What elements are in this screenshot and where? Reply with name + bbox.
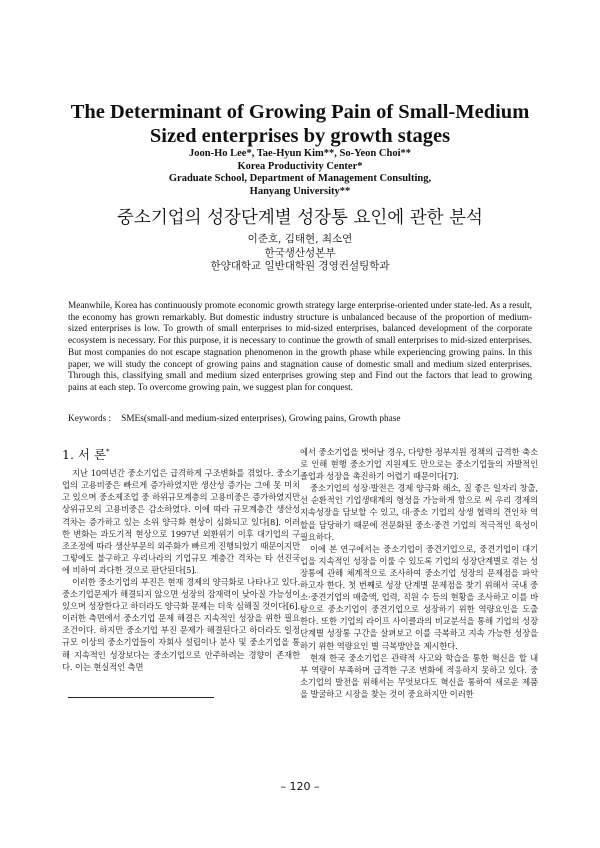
body-paragraph: 중소기업의 성장·발전은 경제 양극화 해소, 질 좋은 일자리 창출, 선 순환적인 기업생태계의 형성을 가능하게 함으로 써 우리 경제의 지속성장을 담보할 수 있고, 대·중소 기업의 상생 협력의 견인차 역할을 담당하기 때문에 전문화된 중소·중견 기업의 적극적인 육성이 필요하다. (300, 483, 538, 542)
keywords-text: SMEs(small-and medium-sized enterprises), Growing pains, Growth phase (121, 414, 401, 424)
left-column (62, 442, 300, 673)
body-paragraph: 에서 중소기업을 벗어날 경우, 다양한 정부지원 정책의 급격한 축소로 인해 현행 중소기업 지원제도 만으로는 중소기업들의 자발적인 졸업과 성장을 촉진하기 어렵기 때문이다[7]. (300, 447, 538, 482)
author-block (60, 148, 540, 198)
body-paragraph: 이러한 중소기업의 부진은 현재 경제의 양극화로 나타나고 있다. 중소기업문제가 해결되지 않으면 성장의 잠재력이 낮아질 가능성이 있으며 성장한다고 하더라도 양극화 문제는 더욱 심해질 것이다[6]. 이러한 측면에서 중소기업 문제 해결은 지속적인 성장을 위한 필요조건이다. 하지만 중소기업 부진 문제가 해결된다고 하더라도 일정규모 이상의 중소기업들이 자회사 설립이나 분사 및 중소기업을 통해 지속적인 성장보다는 중소기업으로 안주하려는 경향이 존재한다. 이는 현실적인 측면 (62, 577, 300, 672)
section-title: 서 론 (77, 447, 107, 463)
abstract: Meanwhile, Korea has continuously promote economic growth strategy large enterprise-oriented under state-led. As a result, the economy has grown remarkably. But domestic industry structure is unbalanced because of the proportion of medium-sized enterprises is low. To growth of small enterprises to mid-sized enterprises, balanced development of the corporate ecosystem is necessary. For this purpose, it is necessary to continue the growth of small enterprises to mid-sized enterprises. But most companies do not escape stagnation phenomenon in the growth phase while experiencing growing pains. In this paper, we will study the concept of growing pains and stagnation cause of domestic small and medium sized enterprises. Through this, classifying small and medium sized enterprises growing step and Find out the factors that lead to growing pains at each step. To overcome growing pain, we suggest plan for conquest. (68, 301, 532, 393)
author-affiliation-3: Hanyang University** (249, 185, 351, 197)
body-paragraph: 이에 본 연구에서는 중소기업이 중견기업으로, 중견기업이 대기업을 지속적인 성장을 이룰 수 있도록 기업의 성장단계별로 겪는 성장통에 관해 체계적으로 조사하여 중소기업 성장의 문제점을 파악하고자 한다. 첫 번째로 성장 단계별 문제점을 찾기 위해서 국내 중소·중견기업의 매출액, 업력, 직원 수 등의 현황을 조사하고 이를 바탕으로 중소기업이 중견기업으로 성장하기 위한 역량요인을 도출 한다. 또한 기업의 라이프 사이클과의 비교분석을 통해 기업의 성장단계별 성장통 구간을 살펴보고 이를 극복하고 지속 가능한 성장을 하기 위한 역량요인 별 극복방안을 제시한다. (300, 543, 538, 651)
keywords-label: Keywords : (68, 414, 112, 424)
section-heading (62, 444, 300, 463)
right-column (300, 446, 538, 700)
page-number: – 120 – (280, 780, 320, 793)
footnote-rule (68, 697, 214, 698)
korean-title: 중소기업의 성장단계별 성장통 요인에 관한 분석 (117, 208, 483, 228)
author-affiliation-2: Graduate School, Department of Management Consulting, (168, 173, 432, 184)
korean-author-names: 이준호, 김태현, 최소연 (247, 233, 353, 245)
korean-author-block (60, 233, 540, 274)
korean-affiliation-2: 한양대학교 일반대학원 경영컨설팅학과 (210, 260, 390, 272)
author-affiliation-1: Korea Productivity Center* (237, 160, 363, 172)
body-paragraph: 지난 10여년간 중소기업은 급격하게 구조변화를 겪었다. 중소기업의 고용비중은 빠르게 증가하였지만 생산성 증가는 그에 못 미치고 있으며 중소제조업 중 하위규모계층의 고용비중은 증가하였지만 상위규모의 고용비중은 감소하였다. 이에 따라 규모계층간 생산성 격차는 증가하고 있는 소위 양극화 현상이 심화되고 있다[8]. 이러한 변화는 과도기적 현상으로 1997년 외환위기 이후 대기업의 구조조정에 따라 생산부문의 외주화가 빠르게 진행되었기 때문이지만 그렇에도 불구하고 우리나라의 기업규모 계층간 격차는 타 선진국에 비하여 과다한 것으로 판단된다[5]. (62, 468, 300, 575)
body-paragraph: 현재 한국 중소기업은 관략적 사고와 학습을 통한 혁신을 할 내부 역량이 부족하며 급격한 구조 변화에 적응하지 못하고 있다. 중소기업의 발전을 위해서는 무엇보다도 혁신을 통하여 새로운 제품을 발굴하고 시장을 찾는 것이 중요하지만 이러한 (300, 652, 538, 699)
footnote-marker: * (106, 448, 110, 456)
section-number: 1. (62, 447, 74, 463)
author-names: Joon-Ho Lee*, Tae-Hyun Kim**, So-Yeon Choi** (189, 148, 411, 159)
keywords-line (68, 413, 532, 425)
korean-affiliation-1: 한국생산성본부 (264, 246, 336, 259)
paper-title: The Determinant of Growing Pain of Small-Medium Sized enterprises by growth stages (70, 101, 530, 147)
